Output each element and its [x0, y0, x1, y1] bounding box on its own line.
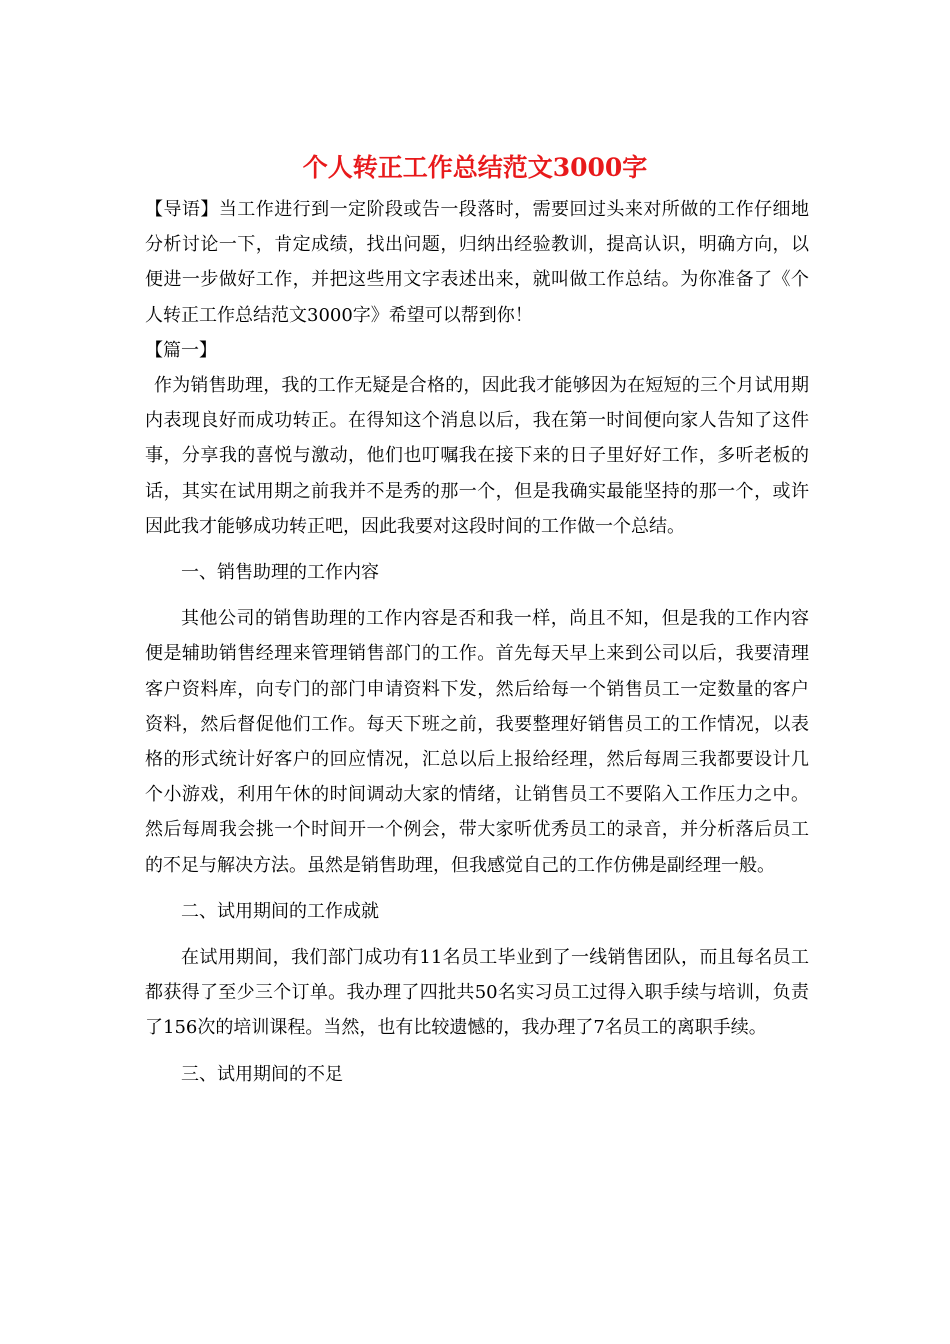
- spacer: [145, 590, 809, 601]
- document-title: 个人转正工作总结范文3000字: [302, 153, 648, 182]
- spacer: [145, 883, 809, 894]
- opening-paragraph: 作为销售助理，我的工作无疑是合格的，因此我才能够因为在短短的三个月试用期内表现良好而成功转正。在得知这个消息以后，我在第一时间便向家人告知了这件事，分享我的喜悦与激动，他们也叮嘱我在接下来的日子里好好工作，多听老板的话，其实在试用期之前我并不是秀的那一个，但是我确实最能坚持的那一个，或许因此我才能够成功转正吧，因此我要对这段时间的工作做一个总结。: [145, 375, 809, 537]
- section-heading-1: 一、销售助理的工作内容: [181, 562, 379, 584]
- spacer: [145, 1046, 809, 1057]
- section-heading-3: 三、试用期间的不足: [181, 1063, 343, 1085]
- spacer: [145, 929, 809, 940]
- intro-paragraph: 【导语】当工作进行到一定阶段或告一段落时，需要回过头来对所做的工作仔细地分析讨论一下，肯定成绩，找出问题，归纳出经验教训，提高认识，明确方向，以便进一步做好工作，并把这些用文字表述出来，就叫做工作总结。为你准备了《个人转正工作总结范文3000字》希望可以帮到你！: [145, 199, 809, 326]
- section-body-2: 在试用期间，我们部门成功有11名员工毕业到了一线销售团队，而且每名员工都获得了至少三个订单。我办理了四批共50名实习员工过得入职手续与培训，负责了156次的培训课程。当然，也有比较遗憾的，我办理了7名员工的离职手续。: [145, 947, 809, 1039]
- section-body-1: 其他公司的销售助理的工作内容是否和我一样，尚且不知，但是我的工作内容便是辅助销售经理来管理销售部门的工作。首先每天早上来到公司以后，我要清理客户资料库，向专门的部门申请资料下发，然后给每一个销售员工一定数量的客户资料，然后督促他们工作。每天下班之前，我要整理好销售员工的工作情况，以表格的形式统计好客户的回应情况，汇总以后上报给经理，然后每周三我都要设计几个小游戏，利用午休的时间调动大家的情绪，让销售员工不要陷入工作压力之中。然后每周我会挑一个时间开一个例会，带大家听优秀员工的录音，并分析落后员工的不足与解决方法。虽然是销售助理，但我感觉自己的工作仿佛是副经理一般。: [145, 608, 809, 876]
- section-heading-2: 二、试用期间的工作成就: [181, 900, 379, 922]
- part-label: 【篇一】: [145, 339, 217, 361]
- spacer: [145, 544, 809, 555]
- document-body: [145, 192, 809, 1092]
